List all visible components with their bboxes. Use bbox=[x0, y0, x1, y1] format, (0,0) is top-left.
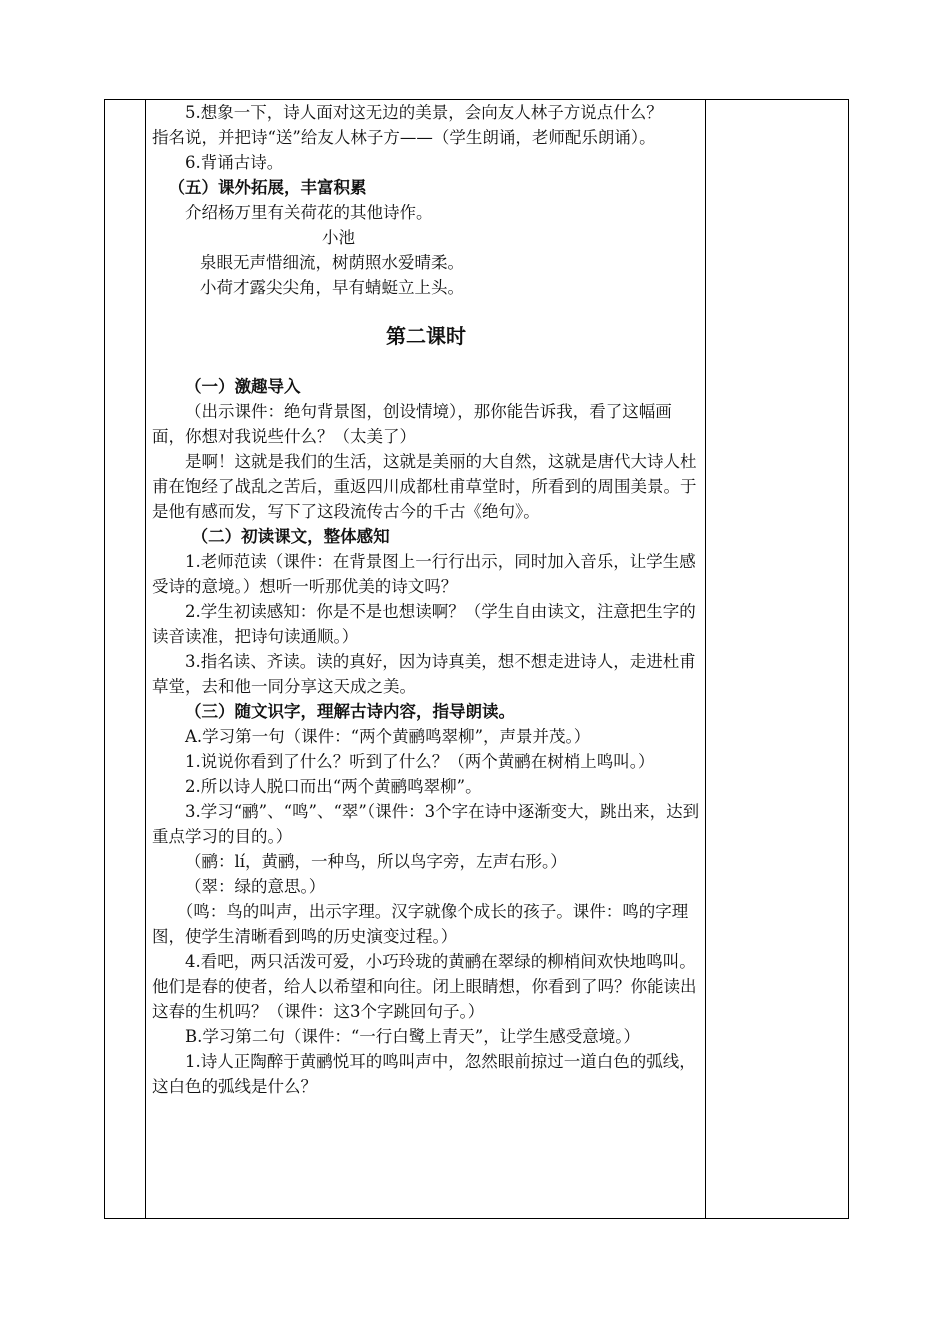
reading-step-1: 1.老师范读（课件：在背景图上一行行出示，同时加入音乐，让学生感受诗的意境。）想听一听那优美的诗文吗？ bbox=[152, 552, 696, 596]
step-6: 6.背诵古诗。 bbox=[185, 153, 284, 172]
reading-step-2: 2.学生初读感知：你是不是也想读啊？（学生自由读文，注意把生字的读音读准，把诗句读通顺。） bbox=[152, 602, 696, 646]
section-heading-2: （二）初读课文，整体感知 bbox=[191, 527, 390, 546]
note-ming: （鸣：鸟的叫声，出示字理。汉字就像个成长的孩子。课件：鸣的字理图，使学生清晰看到鸣的历史演变过程。） bbox=[152, 902, 689, 946]
reading-step-3: 3.指名读、齐读。读的真好，因为诗真美，想不想走进诗人，走进杜甫草堂，去和他一同分享这天成之美。 bbox=[152, 652, 696, 696]
column-divider-right bbox=[705, 100, 706, 1218]
poem-line-2: 小荷才露尖尖角，早有蜻蜓立上头。 bbox=[200, 278, 464, 297]
section-heading-3: （三）随文识字，理解古诗内容，指导朗读。 bbox=[185, 702, 515, 721]
lesson-2-title: 第二课时 bbox=[386, 324, 466, 348]
column-divider-left bbox=[145, 100, 146, 1218]
step-5-detail: 指名说，并把诗“送”给友人林子方——（学生朗诵，老师配乐朗诵）。 bbox=[152, 128, 656, 147]
step-5: 5.想象一下，诗人面对这无边的美景，会向友人林子方说点什么？ bbox=[185, 103, 663, 122]
note-li: （鹂：lí，黄鹂，一种鸟，所以鸟字旁，左声右形。） bbox=[185, 852, 567, 871]
intro-paragraph: （出示课件：绝句背景图，创设情境），那你能告诉我，看了这幅画面，你想对我说些什么？（太美了） bbox=[152, 402, 672, 446]
study-step-4: 4.看吧，两只活泼可爱，小巧玲珑的黄鹂在翠绿的柳梢间欢快地鸣叫。他们是春的使者，给人以希望和向往。闭上眼睛想，你看到了吗？你能读出这春的生机吗？（课件：这3个字跳回句子。） bbox=[152, 952, 697, 1021]
lesson-content bbox=[152, 100, 700, 1099]
section-heading-1: （一）激趣导入 bbox=[185, 377, 301, 396]
study-line-a: A.学习第一句（课件：“两个黄鹂鸣翠柳”，声景并茂。） bbox=[185, 727, 591, 746]
extension-intro: 介绍杨万里有关荷花的其他诗作。 bbox=[185, 203, 433, 222]
study-step-1: 1.说说你看到了什么？听到了什么？（两个黄鹂在树梢上鸣叫。） bbox=[185, 752, 655, 771]
study-step-2: 2.所以诗人脱口而出“两个黄鹂鸣翠柳”。 bbox=[185, 777, 482, 796]
study-line-b: B.学习第二句（课件：“一行白鹭上青天”，让学生感受意境。） bbox=[185, 1027, 640, 1046]
section-heading-5: （五）课外拓展，丰富积累 bbox=[168, 178, 367, 197]
study-b-step-1: 1.诗人正陶醉于黄鹂悦耳的鸣叫声中，忽然眼前掠过一道白色的弧线，这白色的弧线是什么？ bbox=[152, 1052, 696, 1096]
intro-paragraph-2: 是啊！这就是我们的生活，这就是美丽的大自然，这就是唐代大诗人杜甫在饱经了战乱之苦后，重返四川成都杜甫草堂时，所看到的周围美景。于是他有感而发，写下了这段流传古今的千古《绝句》。 bbox=[152, 452, 697, 521]
study-step-3: 3.学习“鹂”、“鸣”、“翠”（课件：3个字在诗中逐渐变大，跳出来，达到重点学习的目的。） bbox=[152, 802, 700, 846]
poem-title: 小池 bbox=[322, 228, 355, 247]
poem-line-1: 泉眼无声惜细流，树荫照水爱晴柔。 bbox=[200, 253, 464, 272]
note-cui: （翠：绿的意思。） bbox=[185, 877, 326, 896]
